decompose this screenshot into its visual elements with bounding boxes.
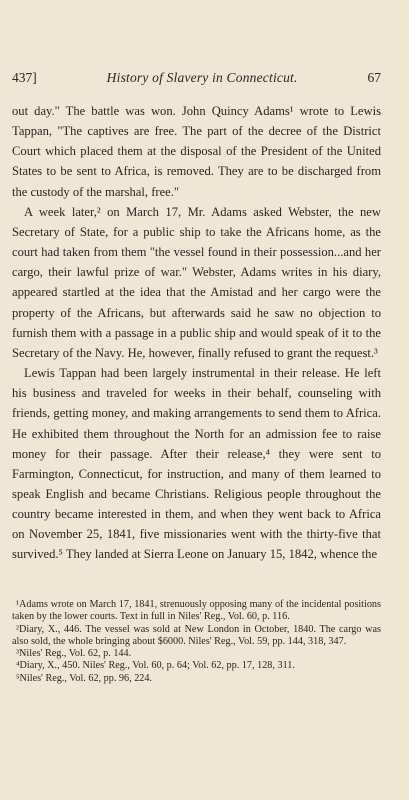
running-title: History of Slavery in Connecticut.	[106, 70, 298, 85]
page-number: 67	[367, 70, 381, 85]
paragraph: Lewis Tappan had been largely instrumental in their release. He left his business and traveled for weeks in their behalf, counseling with friends, getting money, and making arrangements to send them to Africa. He exhibited them throughout the North for an admission fee to raise money for their passage. After their release,⁴ they were sent to Farmington, Connecticut, for instruction, and many of them learned to speak English and became Christians. Religious people throughout the country became interested in them, and when they went back to Africa on November 25, 1841, five missionaries went with the thirty-five that survived.⁵ They landed at Sierra Leone on January 15, 1842, whence the	[12, 366, 381, 562]
footnotes	[12, 599, 381, 685]
footnote: ³Niles' Reg., Vol. 62, p. 144.	[16, 648, 132, 660]
paragraph: A week later,² on March 17, Mr. Adams asked Webster, the new Secretary of State, for a public ship to take the Africans home, as the court had taken from them "the vessel found in their possession...and her cargo, their lawful prize of war." Webster, Adams writes in his diary, appeared startled at the idea that the Amistad and her cargo were the property of the Africans, but afterwards said he saw no objection to furnish them with a passage in a public ship and would speak of it to the Secretary of the Navy. He, however, finally refused to grant the request.³	[12, 204, 381, 360]
footnote-rule	[12, 592, 14, 593]
footnote: ²Diary, X., 446. The vessel was sold at New London in October, 1840. The cargo was also sold, the whole bringing about $6000. Niles' Reg., Vol. 59, pp. 144, 318, 347.	[12, 623, 381, 647]
running-header	[12, 70, 381, 86]
paragraph: out day." The battle was won. John Quincy Adams¹ wrote to Lewis Tappan, "The captives are free. The part of the decree of the District Court which placed them at the disposal of the President of the United States to be sent to Africa, is removed. They are to be discharged from the custody of the marshal, free."	[12, 104, 381, 199]
section-number: 437]	[12, 70, 37, 85]
body-text	[12, 101, 381, 565]
footnote: ⁵Niles' Reg., Vol. 62, pp. 96, 224.	[16, 672, 153, 684]
footnote: ¹Adams wrote on March 17, 1841, strenuously opposing many of the incidental positions taken by the lower courts. Text in full in Niles' Reg., Vol. 60, p. 116.	[12, 599, 381, 623]
footnote: ⁴Diary, X., 450. Niles' Reg., Vol. 60, p. 64; Vol. 62, pp. 17, 128, 311.	[16, 660, 295, 672]
